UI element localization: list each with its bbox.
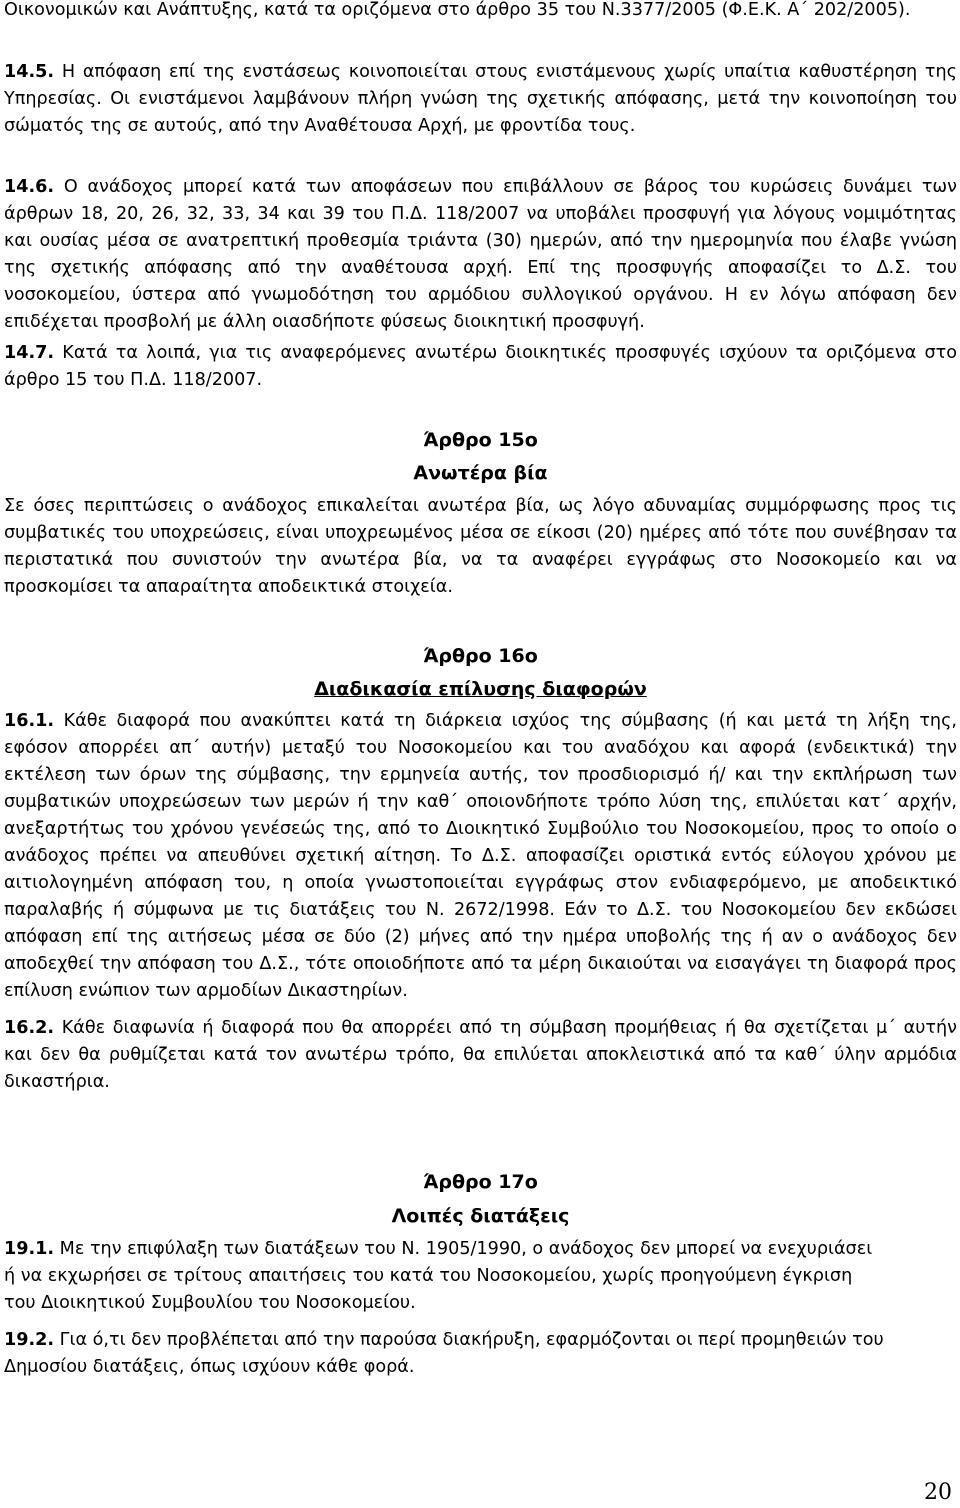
paragraph-14-6 <box>4 174 957 336</box>
paragraph-number: 16.2. <box>4 1018 55 1038</box>
paragraph-16-1 <box>4 708 957 1005</box>
paragraph-19-1 <box>4 1236 884 1317</box>
paragraph-14-5 <box>4 59 957 140</box>
paragraph-text: Κάθε διαφωνία ή διαφορά που θα απορρέει από τη σύμβαση προμήθειας ή θα σχετίζεται μ΄ αυτήν και δεν θα ρυθμίζεται κατά τον ανωτέρω τρόπο, θα επιλύεται αποκλειστικά από τα καθ΄ ύλην αρμόδια δικαστήρια. <box>4 1018 957 1092</box>
page-number: 20 <box>924 1480 952 1505</box>
paragraph-19-2 <box>4 1327 957 1381</box>
paragraph-text: Για ό,τι δεν προβλέπεται από την παρούσα διακήρυξη, εφαρμόζονται οι περί προμηθειών του Δημοσίου διατάξεις, όπως ισχύουν κάθε φορά. <box>4 1330 884 1377</box>
article-16-subtitle: Διαδικασία επίλυσης διαφορών <box>314 678 647 700</box>
paragraph-text: Κάθε διαφορά που ανακύπτει κατά τη διάρκεια ισχύος της σύμβασης (ή και μετά τη λήξη της, εφόσον απορρέει απ΄ αυτήν) μεταξύ του Νοσοκομείου και του αναδόχου και αφορά (ενδεικτικά) την εκτέλεση των όρων της σύμβασης, την ερμηνεία αυτής, τον προσδιορισμό ή/ και την εκπλήρωση των συμβατικών υποχρεώσεων των μερών ή την καθ΄ οποιονδήποτε τρόπο λύση της, επιλύεται κατ΄ αρχήν, ανεξαρτήτως του χρόνου γενέσεώς της, από το Διοικητικό Συμβούλιο του Νοσοκομείου, προς το οποίο ο ανάδοχος πρέπει να απευθύνει σχετική αίτηση. Το Δ.Σ. αποφασίζει οριστικά εντός εύλογου χρόνου με αιτιολογημένη απόφαση του, η οποία γνωστοποιείται εγγράφως στον ενδιαφερόμενο, με αποδεικτικό παραλαβής ή σύμφωνα με τις διατάξεις του Ν. 2672/1998. Εάν το Δ.Σ. του Νοσοκομείου δεν εκδώσει απόφαση επί της αιτήσεως μέσα σε δύο (2) μήνες από την ημέρα υποβολής της ή αν ο ανάδοχος δεν αποδεχθεί την απόφαση του Δ.Σ., τότε οποιοδήποτε από τα μέρη δικαιούται να εισαγάγει τη διαφορά προς επίλυση ενώπιον των αρμοδίων Δικαστηρίων. <box>4 711 957 1001</box>
article-15-title: Άρθρο 15ο <box>423 429 538 451</box>
paragraph-text: Κατά τα λοιπά, για τις αναφερόμενες ανωτέρω διοικητικές προσφυγές ισχύουν τα οριζόμενα στο άρθρο 15 του Π.Δ. 118/2007. <box>4 343 957 390</box>
article-17-title: Άρθρο 17ο <box>423 1171 538 1193</box>
paragraph-number: 14.7. <box>4 343 55 363</box>
paragraph-number: 14.6. <box>4 177 55 197</box>
paragraph-number: 16.1. <box>4 711 55 731</box>
article-16-title: Άρθρο 16ο <box>423 645 538 667</box>
paragraph-text: Ο ανάδοχος μπορεί κατά των αποφάσεων που επιβάλλουν σε βάρος του κυρώσεις δυνάμει των άρθρων 18, 20, 26, 32, 33, 34 και 39 του Π.Δ. 118/2007 να υποβάλει προσφυγή για λόγους νομιμότητας και ουσίας μέσα σε ανατρεπτική προθεσμία τριάντα (30) ημερών, από την ημερομηνία που έλαβε γνώση της σχετικής απόφασης από την αναθέτουσα αρχή. Επί της προσφυγής αποφασίζει το Δ.Σ. του νοσοκομείου, ύστερα από γνωμοδότηση του αρμόδιου συλλογικού οργάνου. Η εν λόγω απόφαση δεν επιδέχεται προσβολή με άλλη οιασδήποτε φύσεως διοικητική προσφυγή. <box>4 177 957 332</box>
paragraph-number: 19.1. <box>4 1239 55 1259</box>
article-15-text: Σε όσες περιπτώσεις ο ανάδοχος επικαλείται ανωτέρα βία, ως λόγο αδυναμίας συμμόρφωσης προς τις συμβατικές του υποχρεώσεις, είναι υποχρεωμένος μέσα σε είκοσι (20) ημέρες από τότε που συνέβησαν τα περιστατικά που συνιστούν την ανωτέρα βία, να τα αναφέρει εγγράφως στο Νοσοκομείο και να προσκομίσει τα απαραίτητα αποδεικτικά στοιχεία. <box>4 496 957 597</box>
paragraph-number: 14.5. <box>4 62 55 82</box>
paragraph-number: 19.2. <box>4 1330 55 1350</box>
paragraph-text: Με την επιφύλαξη των διατάξεων του Ν. 1905/1990, ο ανάδοχος δεν μπορεί να ενεχυριάσει ή να εκχωρήσει σε τρίτους απαιτήσεις του κατά του Νοσοκομείου, χωρίς προηγούμενη έγκριση του Διοικητικού Συμβουλίου του Νοσοκομείου. <box>4 1239 873 1313</box>
paragraph-text: Η απόφαση επί της ενστάσεως κοινοποιείται στους ενιστάμενους χωρίς υπαίτια καθυστέρηση της Υπηρεσίας. Οι ενιστάμενοι λαμβάνουν πλήρη γνώση της σχετικής απόφασης, μετά την κοινοποίηση του σώματός της σε αυτούς, από την Αναθέτουσα Αρχή, με φροντίδα τους. <box>4 62 957 136</box>
article-17-subtitle: Λοιπές διατάξεις <box>391 1205 570 1227</box>
paragraph-14-7 <box>4 340 957 394</box>
article-15-subtitle: Ανωτέρα βία <box>413 462 548 484</box>
intro-paragraph: Οικονομικών και Ανάπτυξης, κατά τα οριζόμενα στο άρθρο 35 του Ν.3377/2005 (Φ.Ε.Κ. Α΄ 202/2005). <box>4 0 911 20</box>
paragraph-16-2 <box>4 1015 957 1096</box>
